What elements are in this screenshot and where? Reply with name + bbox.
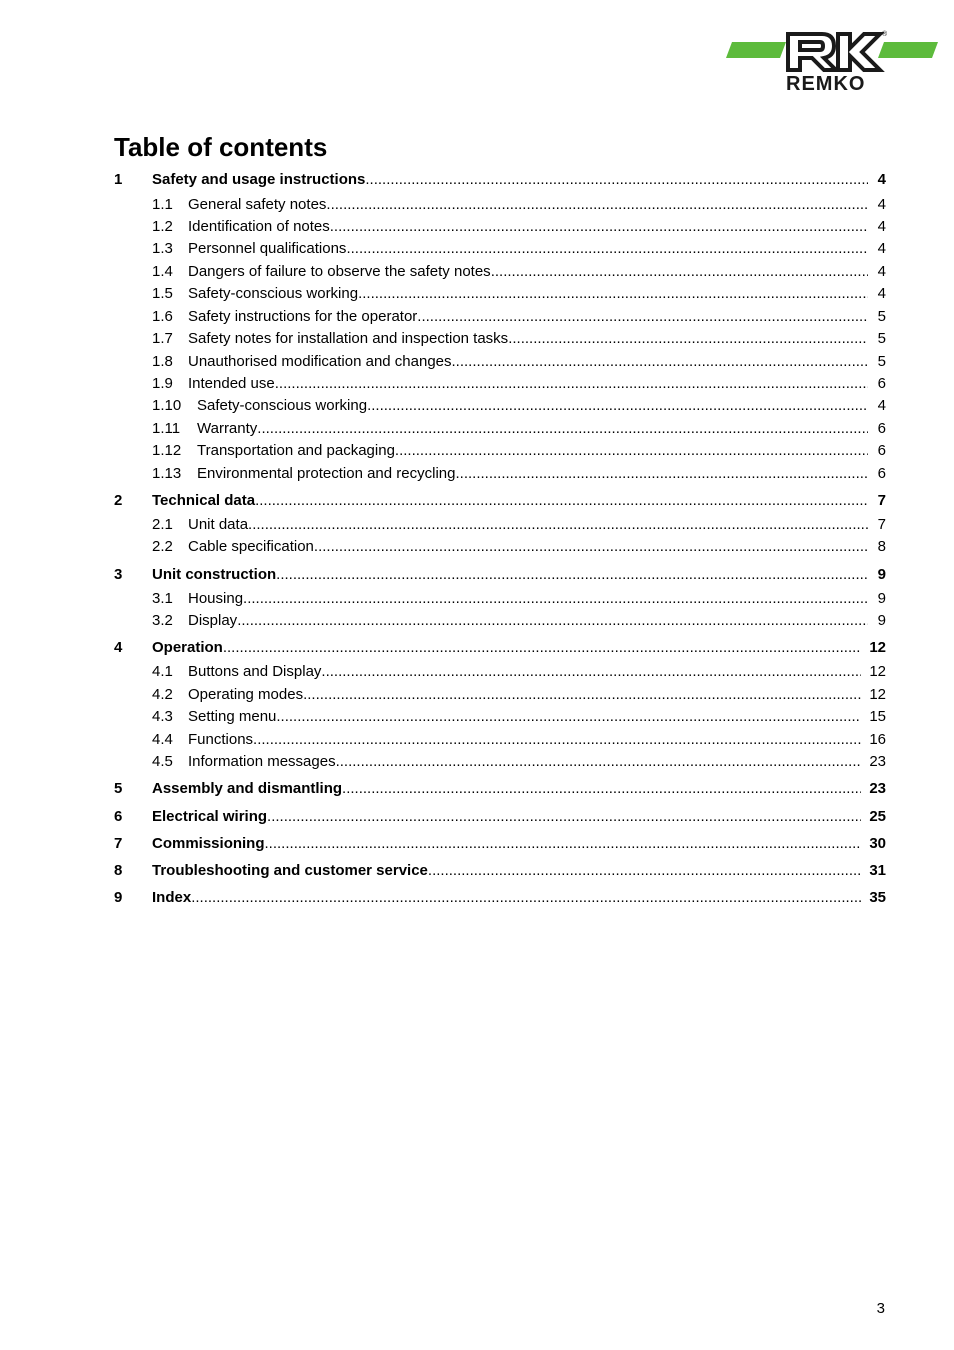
dot-leader <box>428 862 861 880</box>
toc-section-entry[interactable] <box>114 375 886 393</box>
dot-leader <box>267 808 861 826</box>
toc-entry-label: Electrical wiring <box>152 808 268 825</box>
dot-leader <box>243 590 868 608</box>
toc-section-entry[interactable] <box>114 308 886 326</box>
dot-leader <box>508 330 868 348</box>
toc-entry-number: 7 <box>114 835 123 852</box>
dot-leader <box>321 663 861 681</box>
dot-leader <box>191 889 861 907</box>
toc-entry-label: Setting menu <box>188 708 277 725</box>
toc-entry-number: 8 <box>114 862 123 879</box>
toc-entry-number: 1.9 <box>152 375 173 392</box>
toc-entry-page: 5 <box>877 308 886 325</box>
toc-entry-number: 4.5 <box>152 753 173 770</box>
toc-entry-label: Intended use <box>188 375 275 392</box>
logo-green-bar-right <box>878 42 938 58</box>
toc-entry-page: 4 <box>877 171 886 188</box>
toc-section-entry[interactable] <box>114 731 886 749</box>
toc-entry-number: 1.3 <box>152 240 173 257</box>
toc-chapter-entry[interactable] <box>114 862 886 880</box>
toc-section-entry[interactable] <box>114 285 886 303</box>
toc-section-entry[interactable] <box>114 663 886 681</box>
toc-entry-label: Functions <box>188 731 254 748</box>
toc-section-entry[interactable] <box>114 516 886 534</box>
toc-entry-page: 4 <box>877 285 886 302</box>
toc-section-entry[interactable] <box>114 240 886 258</box>
toc-entry-label: Technical data <box>152 492 256 509</box>
logo-rk-mark <box>788 34 836 70</box>
toc-chapter-entry[interactable] <box>114 171 886 189</box>
toc-entry-label: Warranty <box>197 420 258 437</box>
toc-entry-label: Operation <box>152 639 223 656</box>
dot-leader <box>336 753 862 771</box>
dot-leader <box>276 566 868 584</box>
toc-chapter-entry[interactable] <box>114 639 886 657</box>
toc-entry-page: 4 <box>877 196 886 213</box>
page-number: 3 <box>876 1300 885 1317</box>
toc-entry-page: 12 <box>869 686 886 703</box>
toc-entry-label: Troubleshooting and customer service <box>152 862 428 879</box>
toc-entry-number: 4.2 <box>152 686 173 703</box>
toc-chapter-entry[interactable] <box>114 835 886 853</box>
dot-leader <box>275 375 868 393</box>
toc-entry-page: 4 <box>877 263 886 280</box>
toc-entry-number: 2 <box>114 492 123 509</box>
toc-entry-page: 12 <box>869 663 886 680</box>
toc-entry-page: 4 <box>877 240 886 257</box>
toc-entry-label: Commissioning <box>152 835 265 852</box>
dot-leader <box>491 263 868 281</box>
dot-leader <box>342 780 861 798</box>
toc-section-entry[interactable] <box>114 397 886 415</box>
toc-entry-label: Information messages <box>188 753 336 770</box>
toc-section-entry[interactable] <box>114 708 886 726</box>
toc-section-entry[interactable] <box>114 538 886 556</box>
dot-leader <box>253 731 861 749</box>
toc-entry-page: 6 <box>877 465 886 482</box>
toc-entry-label: Cable specification <box>188 538 314 555</box>
toc-entry-label: Personnel qualifications <box>188 240 347 257</box>
dot-leader <box>455 465 868 483</box>
toc-entry-number: 1.13 <box>152 465 182 482</box>
toc-entry-page: 23 <box>869 753 886 770</box>
toc-entry-number: 1 <box>114 171 123 188</box>
dot-leader <box>257 420 868 438</box>
toc-entry-number: 2.2 <box>152 538 173 555</box>
toc-entry-number: 1.8 <box>152 353 173 370</box>
toc-entry-number: 4.3 <box>152 708 173 725</box>
toc-entry-number: 2.1 <box>152 516 173 533</box>
dot-leader <box>255 492 868 510</box>
toc-entry-page: 9 <box>877 566 886 583</box>
toc-section-entry[interactable] <box>114 263 886 281</box>
toc-entry-label: General safety notes <box>188 196 327 213</box>
logo-wordmark: REMKO <box>786 73 866 94</box>
toc-chapter-entry[interactable] <box>114 808 886 826</box>
toc-section-entry[interactable] <box>114 753 886 771</box>
toc-section-entry[interactable] <box>114 420 886 438</box>
toc-entry-number: 1.12 <box>152 442 182 459</box>
toc-entry-label: Buttons and Display <box>188 663 322 680</box>
toc-entry-page: 7 <box>877 516 886 533</box>
toc-section-entry[interactable] <box>114 218 886 236</box>
toc-entry-label: Unit data <box>188 516 249 533</box>
toc-entry-page: 30 <box>869 835 886 852</box>
toc-section-entry[interactable] <box>114 353 886 371</box>
dot-leader <box>303 686 861 704</box>
toc-entry-page: 9 <box>877 590 886 607</box>
dot-leader <box>326 196 868 214</box>
toc-entry-label: Safety notes for installation and inspection tasks <box>188 330 509 347</box>
toc-chapter-entry[interactable] <box>114 780 886 798</box>
toc-entry-number: 1.5 <box>152 285 173 302</box>
logo-registered-mark: ® <box>882 31 888 38</box>
toc-entry-page: 5 <box>877 330 886 347</box>
dot-leader <box>417 308 868 326</box>
toc-entry-number: 1.7 <box>152 330 173 347</box>
toc-entry-label: Environmental protection and recycling <box>197 465 456 482</box>
toc-entry-number: 9 <box>114 889 123 906</box>
toc-entry-label: Safety instructions for the operator <box>188 308 418 325</box>
toc-entry-number: 1.10 <box>152 397 182 414</box>
toc-entry-number: 3 <box>114 566 123 583</box>
page-title: Table of contents <box>114 132 328 162</box>
toc-entry-page: 4 <box>877 397 886 414</box>
toc-entry-number: 1.11 <box>152 420 181 437</box>
dot-leader <box>346 240 868 258</box>
dot-leader <box>367 397 868 415</box>
toc-entry-page: 8 <box>877 538 886 555</box>
toc-entry-label: Housing <box>188 590 244 607</box>
toc-entry-number: 1.4 <box>152 263 173 280</box>
toc-entry-page: 12 <box>869 639 886 656</box>
toc-entry-label: Operating modes <box>188 686 304 703</box>
toc-entry-number: 4 <box>114 639 123 656</box>
dot-leader <box>237 612 868 630</box>
toc-entry-page: 31 <box>869 862 886 879</box>
dot-leader <box>395 442 868 460</box>
toc-entry-label: Safety-conscious working <box>197 397 368 414</box>
toc-entry-label: Safety-conscious working <box>188 285 359 302</box>
toc-entry-page: 35 <box>869 889 886 906</box>
dot-leader <box>452 353 868 371</box>
toc-entry-page: 6 <box>877 442 886 459</box>
dot-leader <box>248 516 868 534</box>
dot-leader <box>365 171 868 189</box>
toc-entry-number: 6 <box>114 808 123 825</box>
toc-section-entry[interactable] <box>114 442 886 460</box>
toc-entry-page: 6 <box>877 420 886 437</box>
dot-leader <box>276 708 861 726</box>
dot-leader <box>330 218 868 236</box>
toc-entry-page: 25 <box>869 808 886 825</box>
toc-entry-label: Dangers of failure to observe the safety notes <box>188 263 491 280</box>
toc-entry-number: 4.4 <box>152 731 173 748</box>
toc-entry-number: 3.1 <box>152 590 173 607</box>
toc-entry-number: 1.1 <box>152 196 173 213</box>
logo-green-bar-left <box>726 42 786 58</box>
toc-entry-label: Display <box>188 612 238 629</box>
toc-entry-page: 6 <box>877 375 886 392</box>
toc-entry-number: 1.2 <box>152 218 173 235</box>
toc-entry-label: Unauthorised modification and changes <box>188 353 452 370</box>
toc-section-entry[interactable] <box>114 465 886 483</box>
toc-entry-page: 16 <box>869 731 886 748</box>
toc-section-entry[interactable] <box>114 590 886 608</box>
dot-leader <box>314 538 868 556</box>
toc-entry-label: Assembly and dismantling <box>152 780 343 797</box>
toc-entry-number: 4.1 <box>152 663 173 680</box>
logo-k-mark <box>838 34 880 70</box>
toc-entry-number: 5 <box>114 780 123 797</box>
toc-entry-number: 1.6 <box>152 308 173 325</box>
dot-leader <box>358 285 868 303</box>
remko-logo <box>724 28 938 94</box>
toc-section-entry[interactable] <box>114 330 886 348</box>
toc-entry-number: 3.2 <box>152 612 173 629</box>
toc-entry-page: 4 <box>877 218 886 235</box>
toc-entry-page: 9 <box>877 612 886 629</box>
toc-section-entry[interactable] <box>114 612 886 630</box>
dot-leader <box>265 835 862 853</box>
toc-chapter-entry[interactable] <box>114 566 886 584</box>
toc-entry-label: Transportation and packaging <box>197 442 395 459</box>
toc-entry-page: 7 <box>877 492 886 509</box>
toc-section-entry[interactable] <box>114 686 886 704</box>
toc-entry-label: Unit construction <box>152 566 277 583</box>
toc-section-entry[interactable] <box>114 196 886 214</box>
toc-entry-label: Index <box>152 889 192 906</box>
toc-entry-label: Safety and usage instructions <box>152 171 366 188</box>
toc-entry-page: 15 <box>869 708 886 725</box>
dot-leader <box>223 639 861 657</box>
toc-entry-page: 5 <box>877 353 886 370</box>
toc-entry-label: Identification of notes <box>188 218 330 235</box>
toc-entry-page: 23 <box>869 780 886 797</box>
toc-chapter-entry[interactable] <box>114 492 886 510</box>
toc-chapter-entry[interactable] <box>114 889 886 907</box>
